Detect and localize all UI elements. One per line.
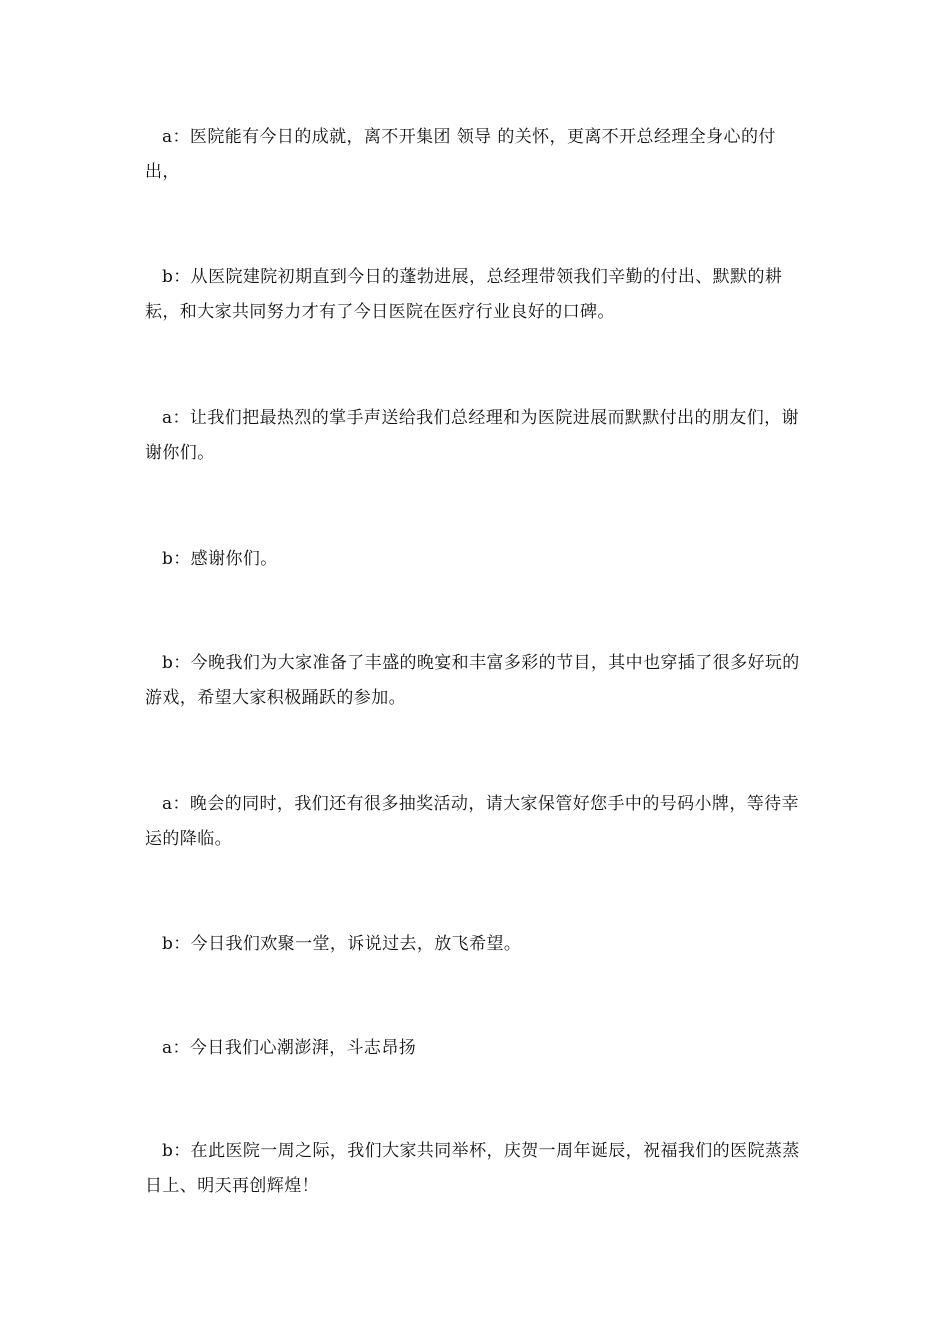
paragraph-6: a：晚会的同时，我们还有很多抽奖活动，请大家保管好您手中的号码小牌，等待幸运的降临。 bbox=[145, 794, 799, 849]
paragraph-7: b：今日我们欢聚一堂，诉说过去，放飞希望。 bbox=[162, 934, 522, 954]
paragraph-3: a：让我们把最热烈的掌手声送给我们总经理和为医院进展而默默付出的朋友们，谢谢你们。 bbox=[145, 408, 799, 463]
paragraph-8: a：今日我们心潮澎湃，斗志昂扬 bbox=[162, 1038, 417, 1058]
paragraph-4: b：感谢你们。 bbox=[162, 549, 278, 569]
paragraph-5: b：今晚我们为大家准备了丰盛的晚宴和丰富多彩的节目，其中也穿插了很多好玩的游戏，希望大家积极踊跃的参加。 bbox=[145, 653, 800, 708]
paragraph-9: b：在此医院一周之际，我们大家共同举杯，庆贺一周年诞辰，祝福我们的医院蒸蒸日上、明天再创辉煌！ bbox=[145, 1141, 800, 1196]
paragraph-1: a：医院能有今日的成就，离不开集团 领导 的关怀，更离不开总经理全身心的付出， bbox=[145, 127, 776, 182]
paragraph-2: b：从医院建院初期直到今日的蓬勃进展，总经理带领我们辛勤的付出、默默的耕耘，和大家共同努力才有了今日医院在医疗行业良好的口碑。 bbox=[145, 267, 783, 322]
